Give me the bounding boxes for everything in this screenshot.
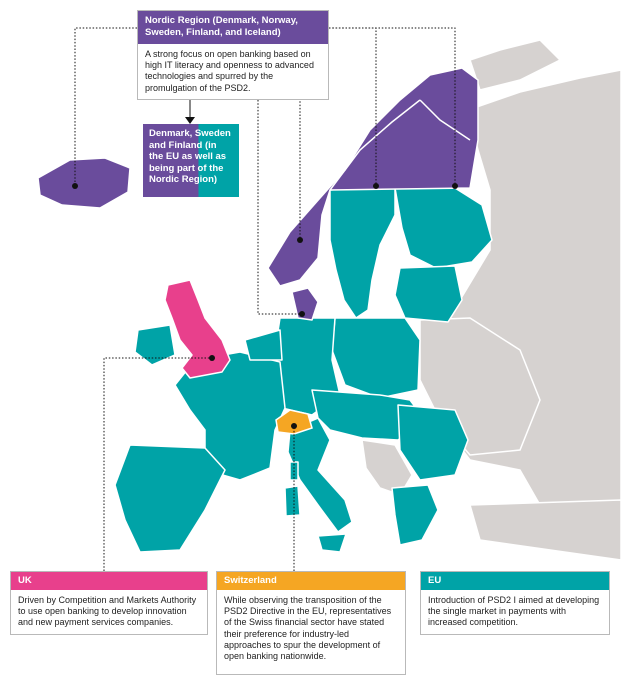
- marker-uk: [209, 355, 215, 361]
- greece: [392, 485, 438, 545]
- baltics: [395, 266, 462, 322]
- marker-denmark: [299, 311, 305, 317]
- eu-callout-title: EU: [421, 572, 609, 590]
- marker-iceland: [72, 183, 78, 189]
- switzerland-callout-body: While observing the transposition of the PSD2 Directive in the EU, representatives of the Swiss financial sector have stated their preference for industry-led approaches to spur the development of open banking nationwide.: [224, 595, 392, 662]
- switzerland-callout-title: Switzerland: [217, 572, 405, 590]
- ireland: [135, 325, 175, 365]
- iberia: [115, 445, 225, 552]
- sardinia: [285, 486, 300, 516]
- sweden: [330, 185, 395, 318]
- dsf-arrow-head: [185, 117, 195, 124]
- eu-callout-body: Introduction of PSD2 I aimed at developing the single market in payments with increased competition.: [428, 595, 600, 628]
- marker-norway: [297, 237, 303, 243]
- turkey-edge: [470, 500, 621, 560]
- dsf-callout: Denmark, Sweden and Finland (in the EU as well as being part of the Nordic Region): [143, 124, 239, 197]
- uk-callout-title: UK: [11, 572, 207, 590]
- benelux: [245, 330, 282, 360]
- nordic-callout-title: Nordic Region (Denmark, Norway, Sweden, Finland, and Iceland): [138, 11, 328, 44]
- uk: [165, 280, 230, 378]
- uk-callout-body: Driven by Competition and Markets Authority to use open banking to develop innovation and new payment services companies.: [18, 595, 197, 628]
- iceland: [38, 158, 130, 208]
- poland: [332, 318, 420, 398]
- nordic-callout: [137, 10, 329, 100]
- sicily: [318, 534, 346, 552]
- switzerland-callout: [216, 571, 406, 675]
- denmark: [292, 288, 318, 320]
- eu-callout: [420, 571, 610, 635]
- nordic-callout-body: A strong focus on open banking based on high IT literacy and openness to advanced technologies and spurred by the promulgation of the PSD2.: [145, 49, 314, 93]
- uk-callout: [10, 571, 208, 635]
- marker-switzerland: [291, 423, 297, 429]
- marker-sweden: [373, 183, 379, 189]
- finland: [395, 188, 492, 268]
- marker-finland: [452, 183, 458, 189]
- norway-lapland-ru: [470, 40, 560, 90]
